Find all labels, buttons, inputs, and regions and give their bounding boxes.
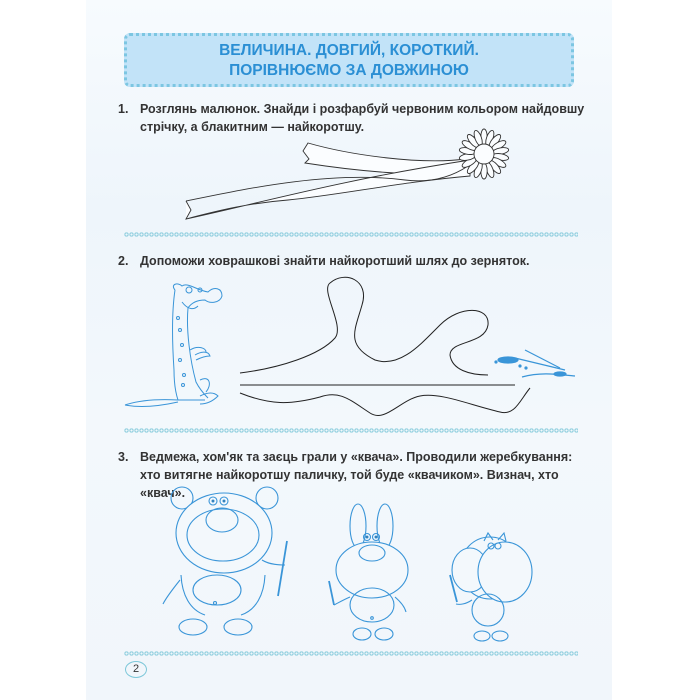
page-title-line-1: ВЕЛИЧИНА. ДОВГИЙ, КОРОТКИЙ. (219, 42, 479, 59)
task-1-number: 1. (118, 102, 129, 116)
section-divider-3 (124, 651, 578, 656)
task-2-number: 2. (118, 254, 129, 268)
page-title-line-2: ПОРІВНЮЄМО ЗА ДОВЖИНОЮ (229, 62, 469, 79)
page-number: 2 (125, 661, 147, 678)
task-3-number: 3. (118, 450, 129, 464)
task-2-text: Допоможи ховрашкові знайти найкоротший шлях до зерняток. (140, 254, 530, 268)
task-1-text: Розглянь малюнок. Знайди і розфарбуй червоним кольором найдовшу стрічку, а блакитним — найкоротшу. (140, 102, 585, 134)
task-3-text: Ведмежа, хом'як та заєць грали у «квача». Проводили жеребкування: хто витягне найкоротшу паличку, той буде «квачиком». Визнач, хто «квач». (140, 450, 573, 500)
